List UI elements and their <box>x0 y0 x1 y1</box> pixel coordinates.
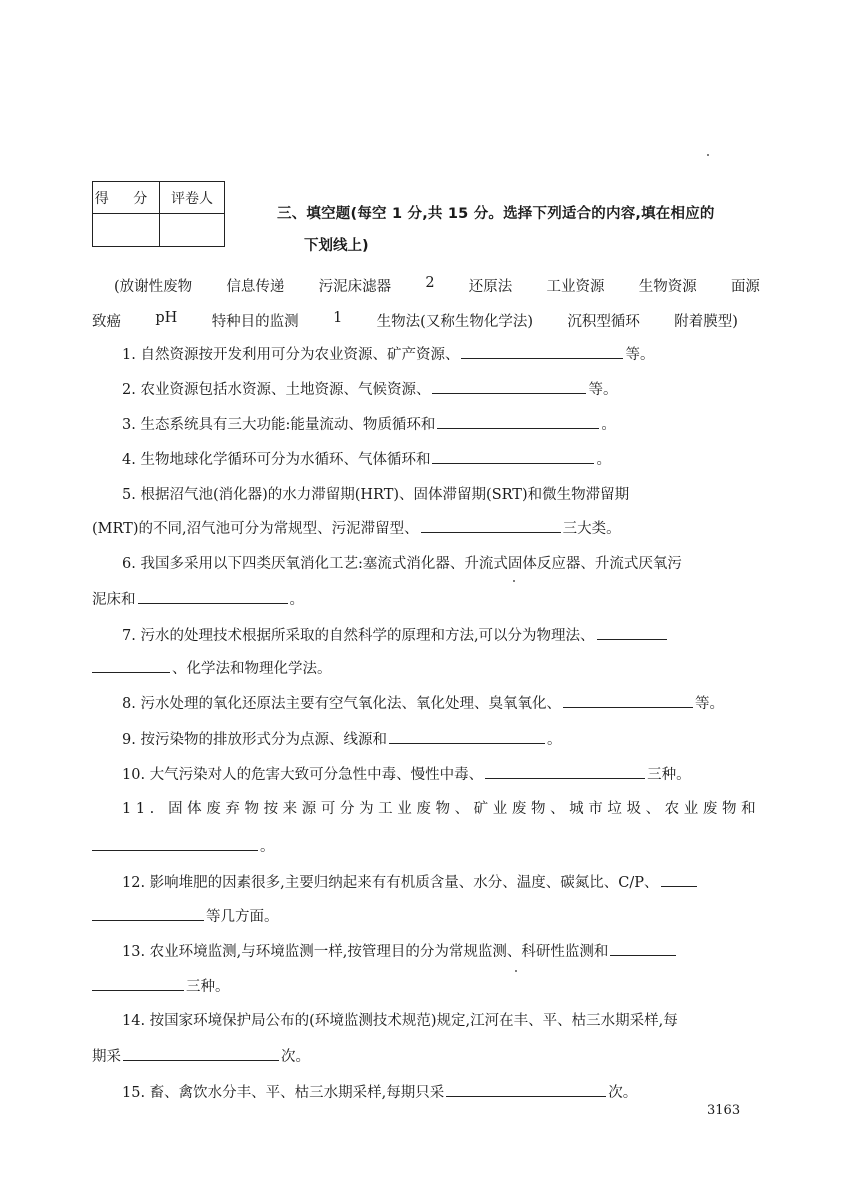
option-item: 工业资源 <box>546 279 605 295</box>
answer-blank[interactable] <box>92 836 258 851</box>
options-row-1 <box>92 275 760 296</box>
option-item: 污泥床滤器 <box>318 279 392 295</box>
question-15: 15. 畜、禽饮水分丰、平、枯三水期采样,每期只采 次。 <box>92 1082 760 1103</box>
question-8: 8. 污水处理的氧化还原法主要有空气氧化法、氧化处理、臭氧氧化、 等。 <box>92 693 760 714</box>
score-table <box>92 181 225 247</box>
answer-blank[interactable] <box>563 693 693 708</box>
answer-blank[interactable] <box>461 344 623 359</box>
question-1: 1. 自然资源按开发利用可分为农业资源、矿产资源、 等。 <box>92 344 760 365</box>
page-number: 3163 <box>707 1103 741 1118</box>
answer-blank[interactable] <box>437 414 599 429</box>
question-2: 2. 农业资源包括水资源、土地资源、气候资源、 等。 <box>92 379 760 400</box>
question-10: 10. 大气污染对人的危害大致可分急性中毒、慢性中毒、 三种。 <box>92 764 760 785</box>
scan-speck <box>513 580 515 582</box>
question-13-line-2: 三种。 <box>92 976 760 997</box>
question-4: 4. 生物地球化学循环可分为水循环、气体循环和 。 <box>92 449 760 470</box>
answer-blank[interactable] <box>446 1082 606 1097</box>
option-item: (放谢性废物 <box>114 279 193 295</box>
question-11-line-2: 。 <box>92 836 760 857</box>
option-item: 生物资源 <box>638 279 697 295</box>
options-row-2 <box>92 310 738 331</box>
option-item: 致癌 <box>92 314 121 330</box>
question-14-line-1: 14. 按国家环境保护局公布的(环境监测技术规范)规定,江河在丰、平、枯三水期采样,每 <box>122 1013 678 1029</box>
scan-speck <box>707 154 709 156</box>
answer-blank[interactable] <box>421 518 561 533</box>
option-item: 1 <box>333 310 343 326</box>
question-6-line-2: 泥床和 。 <box>92 589 760 610</box>
question-11-line-1: 11. 固体废弃物按来源可分为工业废物、矿业废物、城市垃圾、农业废物和 <box>122 801 761 817</box>
answer-blank[interactable] <box>92 658 170 673</box>
question-3: 3. 生态系统具有三大功能:能量流动、物质循环和 。 <box>92 414 760 435</box>
answer-blank[interactable] <box>92 976 184 991</box>
answer-blank[interactable] <box>92 906 204 921</box>
score-cell <box>93 214 160 247</box>
answer-blank[interactable] <box>597 625 667 640</box>
answer-blank[interactable] <box>485 764 645 779</box>
grader-label: 评卷人 <box>160 182 225 214</box>
question-12-line-1: 12. 影响堆肥的因素很多,主要归纳起来有有机质含量、水分、温度、碳氮比、C/P、 <box>92 872 760 893</box>
answer-blank[interactable] <box>610 941 676 956</box>
question-14-line-2: 期采 次。 <box>92 1046 760 1067</box>
question-5-line-1: 5. 根据沼气池(消化器)的水力滞留期(HRT)、固体滞留期(SRT)和微生物滞留期 <box>122 487 630 503</box>
option-item: 沉积型循环 <box>567 314 640 330</box>
answer-blank[interactable] <box>661 872 697 887</box>
section-title: 三、填空题(每空 1 分,共 15 分。选择下列适合的内容,填在相应的 <box>277 206 715 222</box>
score-label: 得 分 <box>93 182 160 214</box>
question-12-line-2: 等几方面。 <box>92 906 760 927</box>
question-7-line-2: 、化学法和物理化学法。 <box>92 658 760 679</box>
scan-speck <box>515 970 517 972</box>
option-item: 还原法 <box>468 279 513 295</box>
answer-blank[interactable] <box>389 729 545 744</box>
question-9: 9. 按污染物的排放形式分为点源、线源和 。 <box>92 729 760 750</box>
option-item: 面源 <box>730 279 760 295</box>
option-item: pH <box>155 310 178 326</box>
question-7-line-1: 7. 污水的处理技术根据所采取的自然科学的原理和方法,可以分为物理法、 <box>92 625 760 646</box>
question-6-line-1: 6. 我国多采用以下四类厌氧消化工艺:塞流式消化器、升流式固体反应器、升流式厌氧污 <box>122 556 682 572</box>
option-item: 2 <box>425 275 435 291</box>
answer-blank[interactable] <box>432 449 594 464</box>
option-item: 生物法(又称生物化学法) <box>376 314 533 330</box>
option-item: 附着膜型) <box>674 314 738 330</box>
question-13-line-1: 13. 农业环境监测,与环境监测一样,按管理目的分为常规监测、科研性监测和 <box>92 941 760 962</box>
section-title-continued: 下划线上) <box>304 238 369 254</box>
answer-blank[interactable] <box>432 379 586 394</box>
answer-blank[interactable] <box>138 589 288 604</box>
question-5-line-2: (MRT)的不同,沼气池可分为常规型、污泥滞留型、 三大类。 <box>92 518 760 539</box>
grader-cell <box>160 214 225 247</box>
answer-blank[interactable] <box>123 1046 279 1061</box>
option-item: 特种目的监测 <box>211 314 299 330</box>
option-item: 信息传递 <box>226 279 285 295</box>
